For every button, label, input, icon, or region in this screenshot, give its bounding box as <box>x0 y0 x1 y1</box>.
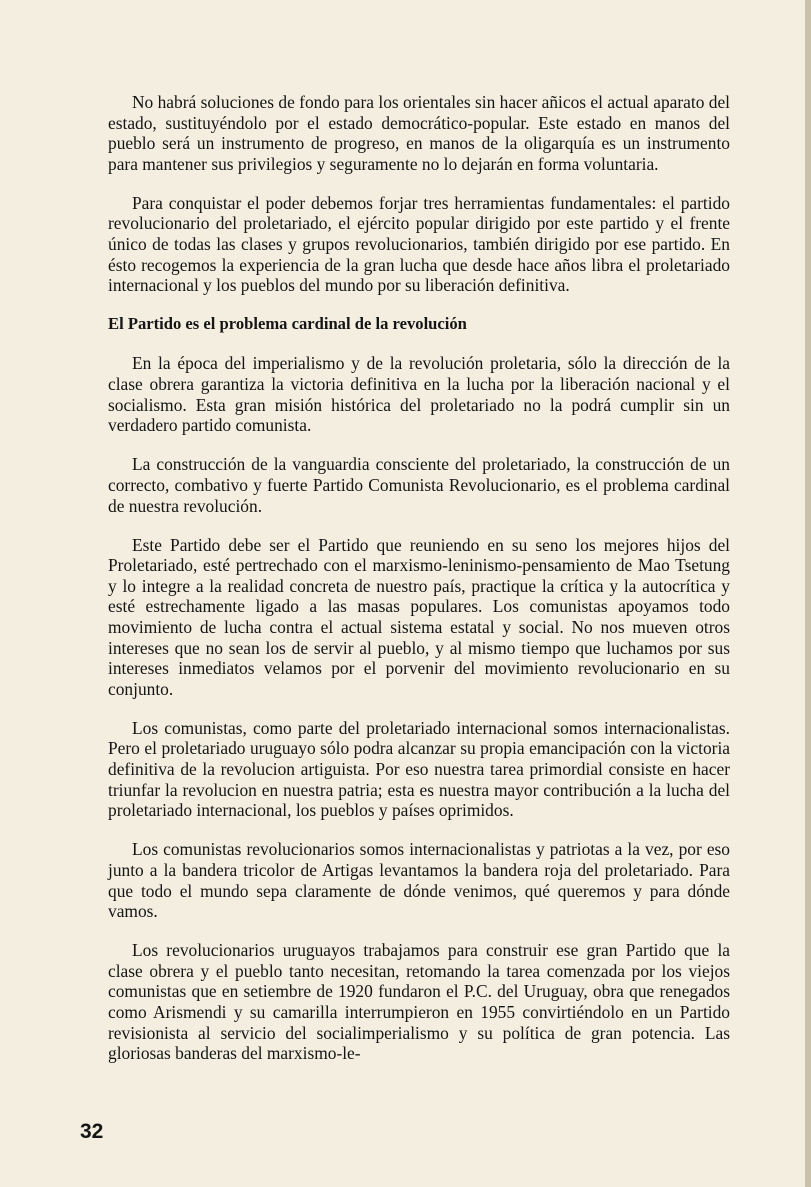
paragraph: Este Partido debe ser el Partido que reuniendo en su seno los mejores hijos del Proletariado, esté pertrechado con el marxismo-leninismo-pensamiento de Mao Tsetung y lo integre a la realidad concreta de nuestro país, practique la crítica y la autocrítica y esté estrechamente ligado a las masas populares. Los comunistas apoyamos todo movimiento de lucha contra el actual sistema estatal y social. No nos mueven otros intereses que no sean los de servir al pueblo, y al mismo tiempo que luchamos por sus intereses inmediatos velamos por el porvenir del movimiento revolucionario en su conjunto. <box>108 534 730 699</box>
paragraph: No habrá soluciones de fondo para los orientales sin hacer añicos el actual aparato del estado, sustituyéndolo por el estado democrático-popular. Este estado en manos del pueblo será un instrumento de progreso, en manos de la oligarquía es un instrumento para mantener sus privilegios y seguramente no lo dejarán en forma voluntaria. <box>108 92 730 174</box>
page-body <box>108 92 730 1082</box>
paragraph: Los revolucionarios uruguayos trabajamos para construir ese gran Partido que la clase obrera y el pueblo tanto necesitan, retomando la tarea comenzada por los viejos comunistas que en setiembre de 1920 fundaron el P.C. del Uruguay, obra que renegados como Arismendi y su camarilla interrumpieron en 1955 convirtiéndolo en un Partido revisionista al servicio del socialimperialismo y su política de gran potencia. Las gloriosas banderas del marxismo-le- <box>108 940 730 1064</box>
paragraph: En la época del imperialismo y de la revolución proletaria, sólo la dirección de la clase obrera garantiza la victoria definitiva en la lucha por la liberación nacional y el socialismo. Esta gran misión histórica del proletariado no la podrá cumplir sin un verdadero partido comunista. <box>108 353 730 436</box>
section-heading: El Partido es el problema cardinal de la revolución <box>108 314 467 334</box>
page-number: 32 <box>80 1120 104 1143</box>
paragraph: Los comunistas revolucionarios somos internacionalistas y patriotas a la vez, por eso junto a la bandera tricolor de Artigas levantamos la bandera roja del proletariado. Para que todo el mundo sepa claramente de dónde venimos, qué queremos y para dónde vamos. <box>108 839 730 922</box>
paragraph: Para conquistar el poder debemos forjar tres herramientas fundamentales: el partido revolucionario del proletariado, el ejército popular dirigido por este partido y el frente único de todas las clases y grupos revolucionarios, también dirigido por ese partido. En ésto recogemos la experiencia de la gran lucha que desde hace años libra el proletariado internacional y los pueblos del mundo por su liberación definitiva. <box>108 192 730 296</box>
paragraph: La construcción de la vanguardia consciente del proletariado, la construcción de un correcto, combativo y fuerte Partido Comunista Revolucionario, es el problema cardinal de nuestra revolución. <box>108 454 730 516</box>
paragraph: Los comunistas, como parte del proletariado internacional somos internacionalistas. Pero el proletariado uruguayo sólo podra alcanzar su propia emancipación con la victoria definitiva de la revolucion artiguista. Por eso nuestra tarea primordial consiste en hacer triunfar la revolucion en nuestra patria; esta es nuestra mayor contribución a la lucha del proletariado internacional, los pueblos y países oprimidos. <box>108 717 730 821</box>
